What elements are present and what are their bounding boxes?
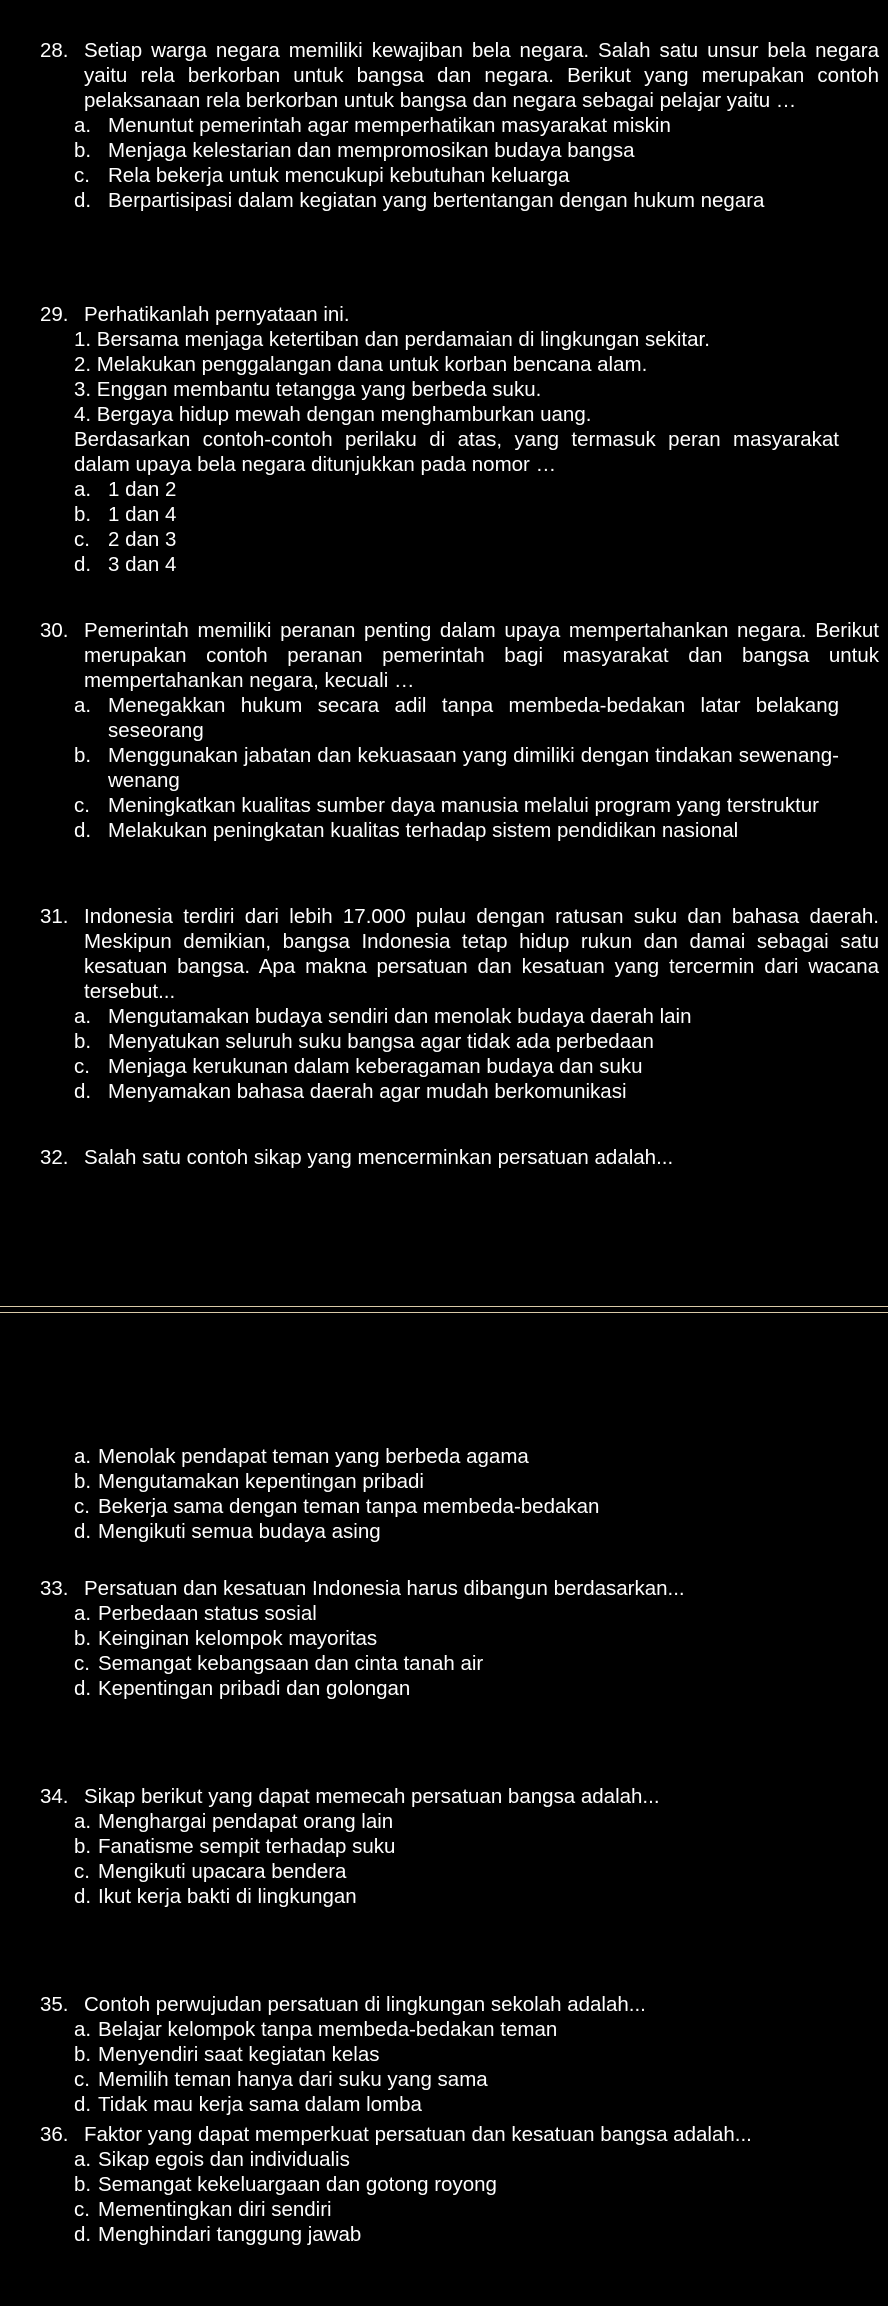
question-number: 30. <box>40 619 69 642</box>
option-text: Menjaga kelestarian dan mempromosikan budaya bangsa <box>108 139 635 162</box>
option-text: Kepentingan pribadi dan golongan <box>98 1677 411 1700</box>
option-text: 1 dan 4 <box>108 503 177 526</box>
option-a[interactable] <box>74 693 839 743</box>
option-letter: d. <box>74 1677 92 1700</box>
option-b[interactable] <box>74 2042 839 2067</box>
option-text: Menyendiri saat kegiatan kelas <box>98 2043 380 2066</box>
question-28 <box>0 38 888 213</box>
option-letter: c. <box>74 794 90 817</box>
option-text: Menggunakan jabatan dan kekuasaan yang dimiliki dengan tindakan sewenang-wenang <box>108 744 839 792</box>
question-35 <box>0 1992 888 2117</box>
option-letter: b. <box>74 1470 92 1493</box>
question-number: 36. <box>40 2123 69 2146</box>
option-d[interactable] <box>74 1676 839 1701</box>
option-letter: a. <box>74 478 92 501</box>
option-list <box>0 2147 839 2247</box>
option-letter: d. <box>74 2223 92 2246</box>
option-text: Berpartisipasi dalam kegiatan yang bertentangan dengan hukum negara <box>108 189 765 212</box>
option-b[interactable] <box>74 2172 839 2197</box>
option-text: Mementingkan diri sendiri <box>98 2198 332 2221</box>
option-b[interactable] <box>74 1469 839 1494</box>
question-30 <box>0 618 888 843</box>
option-letter: b. <box>74 1627 92 1650</box>
option-text: Keinginan kelompok mayoritas <box>98 1627 378 1650</box>
question-32-options <box>0 1444 888 1544</box>
option-text: Semangat kekeluargaan dan gotong royong <box>98 2173 497 2196</box>
option-a[interactable] <box>74 1809 839 1834</box>
option-letter: d. <box>74 553 92 576</box>
question-number: 35. <box>40 1993 69 2016</box>
option-c[interactable] <box>74 2067 839 2092</box>
question-number: 34. <box>40 1785 69 1808</box>
option-letter: a. <box>74 1810 92 1833</box>
option-letter: b. <box>74 1030 92 1053</box>
option-text: Menghargai pendapat orang lain <box>98 1810 394 1833</box>
statement-item: 3. Enggan membantu tetangga yang berbeda suku. <box>74 378 542 401</box>
option-d[interactable] <box>74 1079 839 1104</box>
option-letter: c. <box>74 1860 90 1883</box>
option-a[interactable] <box>74 2017 839 2042</box>
option-c[interactable] <box>74 163 839 188</box>
option-list <box>0 1601 839 1701</box>
question-number: 28. <box>40 39 69 62</box>
option-letter: d. <box>74 189 92 212</box>
option-c[interactable] <box>74 1494 839 1519</box>
question-32 <box>0 1145 888 1170</box>
question-33 <box>0 1576 888 1701</box>
option-list <box>0 1809 839 1909</box>
option-c[interactable] <box>74 1651 839 1676</box>
option-letter: d. <box>74 1885 92 1908</box>
option-b[interactable] <box>74 743 839 793</box>
option-letter: c. <box>74 1055 90 1078</box>
option-letter: d. <box>74 2093 92 2116</box>
statement-item: 1. Bersama menjaga ketertiban dan perdamaian di lingkungan sekitar. <box>74 328 710 351</box>
question-text: Pemerintah memiliki peranan penting dalam upaya mempertahankan negara. Berikut merupakan contoh peranan pemerintah bagi masyarakat dan bangsa untuk mempertahankan negara, kecuali … <box>84 619 879 692</box>
question-34 <box>0 1784 888 1909</box>
option-letter: d. <box>74 1080 92 1103</box>
option-letter: b. <box>74 1835 92 1858</box>
option-text: Fanatisme sempit terhadap suku <box>98 1835 396 1858</box>
option-letter: a. <box>74 2148 92 2171</box>
question-number: 29. <box>40 303 69 326</box>
option-text: Menjaga kerukunan dalam keberagaman budaya dan suku <box>108 1055 643 1078</box>
option-text: Mengutamakan budaya sendiri dan menolak budaya daerah lain <box>108 1005 692 1028</box>
question-text: Salah satu contoh sikap yang mencerminkan persatuan adalah... <box>84 1146 674 1169</box>
option-text: Ikut kerja bakti di lingkungan <box>98 1885 357 1908</box>
option-b[interactable] <box>74 1029 839 1054</box>
option-text: 3 dan 4 <box>108 553 177 576</box>
option-text: Menyamakan bahasa daerah agar mudah berkomunikasi <box>108 1080 627 1103</box>
option-list <box>0 1444 839 1544</box>
option-text: Menuntut pemerintah agar memperhatikan masyarakat miskin <box>108 114 671 137</box>
option-a[interactable] <box>74 1601 839 1626</box>
question-36 <box>0 2122 888 2247</box>
option-letter: d. <box>74 819 92 842</box>
option-a[interactable] <box>74 2147 839 2172</box>
option-letter: c. <box>74 528 90 551</box>
option-letter: a. <box>74 694 92 717</box>
option-text: Menolak pendapat teman yang berbeda agama <box>98 1445 529 1468</box>
option-text: Belajar kelompok tanpa membeda-bedakan teman <box>98 2018 558 2041</box>
option-letter: a. <box>74 1005 92 1028</box>
statement-list <box>0 327 839 427</box>
option-text: Melakukan peningkatan kualitas terhadap sistem pendidikan nasional <box>108 819 739 842</box>
option-a[interactable] <box>74 1444 839 1469</box>
question-text: Persatuan dan kesatuan Indonesia harus dibangun berdasarkan... <box>84 1577 685 1600</box>
question-text: Sikap berikut yang dapat memecah persatuan bangsa adalah... <box>84 1785 660 1808</box>
option-c[interactable] <box>74 527 839 552</box>
option-letter: b. <box>74 2043 92 2066</box>
question-prompt: Berdasarkan contoh-contoh perilaku di atas, yang termasuk peran masyarakat dalam upaya bela negara ditunjukkan pada nomor … <box>74 428 839 476</box>
option-letter: d. <box>74 1520 92 1543</box>
option-text: Sikap egois dan individualis <box>98 2148 350 2171</box>
option-c[interactable] <box>74 1054 839 1079</box>
question-text: Perhatikanlah pernyataan ini. <box>84 303 350 326</box>
option-letter: a. <box>74 114 92 137</box>
option-list <box>0 1004 839 1104</box>
question-number: 32. <box>40 1146 69 1169</box>
page-divider <box>0 1306 888 1313</box>
option-letter: c. <box>74 2068 90 2091</box>
option-text: Mengutamakan kepentingan pribadi <box>98 1470 424 1493</box>
option-list <box>0 477 839 577</box>
option-text: Bekerja sama dengan teman tanpa membeda-bedakan <box>98 1495 600 1518</box>
option-text: Rela bekerja untuk mencukupi kebutuhan keluarga <box>108 164 570 187</box>
option-text: 2 dan 3 <box>108 528 177 551</box>
option-b[interactable] <box>74 138 839 163</box>
option-list <box>0 2017 839 2117</box>
option-d[interactable] <box>74 188 839 213</box>
option-letter: c. <box>74 1652 90 1675</box>
option-text: Semangat kebangsaan dan cinta tanah air <box>98 1652 484 1675</box>
option-letter: a. <box>74 1445 92 1468</box>
option-d[interactable] <box>74 1519 839 1544</box>
option-d[interactable] <box>74 818 839 843</box>
option-list <box>0 113 839 213</box>
question-text: Faktor yang dapat memperkuat persatuan dan kesatuan bangsa adalah... <box>84 2123 752 2146</box>
option-d[interactable] <box>74 1884 839 1909</box>
option-letter: a. <box>74 2018 92 2041</box>
option-letter: b. <box>74 744 92 767</box>
option-text: Mengikuti upacara bendera <box>98 1860 347 1883</box>
option-d[interactable] <box>74 2222 839 2247</box>
question-text: Contoh perwujudan persatuan di lingkungan sekolah adalah... <box>84 1993 646 2016</box>
statement-item: 2. Melakukan penggalangan dana untuk korban bencana alam. <box>74 353 648 376</box>
option-letter: b. <box>74 503 92 526</box>
option-letter: b. <box>74 2173 92 2196</box>
option-text: Menyatukan seluruh suku bangsa agar tidak ada perbedaan <box>108 1030 654 1053</box>
question-31 <box>0 904 888 1104</box>
option-b[interactable] <box>74 502 839 527</box>
option-d[interactable] <box>74 2092 839 2117</box>
option-text: Meningkatkan kualitas sumber daya manusia melalui program yang terstruktur <box>108 794 820 817</box>
option-text: Tidak mau kerja sama dalam lomba <box>98 2093 422 2116</box>
question-text: Setiap warga negara memiliki kewajiban bela negara. Salah satu unsur bela negara yaitu rela berkorban untuk bangsa dan negara. Berikut yang merupakan contoh pelaksanaan rela berkorban untuk bangsa dan negara sebagai pelajar yaitu … <box>84 39 879 112</box>
option-text: 1 dan 2 <box>108 478 177 501</box>
option-text: Perbedaan status sosial <box>98 1602 317 1625</box>
option-list <box>0 693 839 843</box>
question-text: Indonesia terdiri dari lebih 17.000 pulau dengan ratusan suku dan bahasa daerah. Meskipun demikian, bangsa Indonesia tetap hidup rukun dan damai sebagai satu kesatuan bangsa. Apa makna persatuan dan kesatuan yang tercermin dari wacana tersebut... <box>84 905 879 1003</box>
option-a[interactable] <box>74 1004 839 1029</box>
option-b[interactable] <box>74 1834 839 1859</box>
option-c[interactable] <box>74 793 839 818</box>
option-b[interactable] <box>74 1626 839 1651</box>
question-number: 33. <box>40 1577 69 1600</box>
option-letter: c. <box>74 164 90 187</box>
option-a[interactable] <box>74 113 839 138</box>
option-letter: c. <box>74 2198 90 2221</box>
option-text: Menghindari tanggung jawab <box>98 2223 362 2246</box>
option-text: Mengikuti semua budaya asing <box>98 1520 381 1543</box>
option-c[interactable] <box>74 2197 839 2222</box>
option-d[interactable] <box>74 552 839 577</box>
option-text: Memilih teman hanya dari suku yang sama <box>98 2068 488 2091</box>
option-text: Menegakkan hukum secara adil tanpa membeda-bedakan latar belakang seseorang <box>108 694 839 742</box>
question-29 <box>0 302 888 577</box>
question-number: 31. <box>40 905 69 928</box>
statement-item: 4. Bergaya hidup mewah dengan menghamburkan uang. <box>74 403 592 426</box>
option-letter: a. <box>74 1602 92 1625</box>
option-letter: c. <box>74 1495 90 1518</box>
option-c[interactable] <box>74 1859 839 1884</box>
option-a[interactable] <box>74 477 839 502</box>
option-letter: b. <box>74 139 92 162</box>
